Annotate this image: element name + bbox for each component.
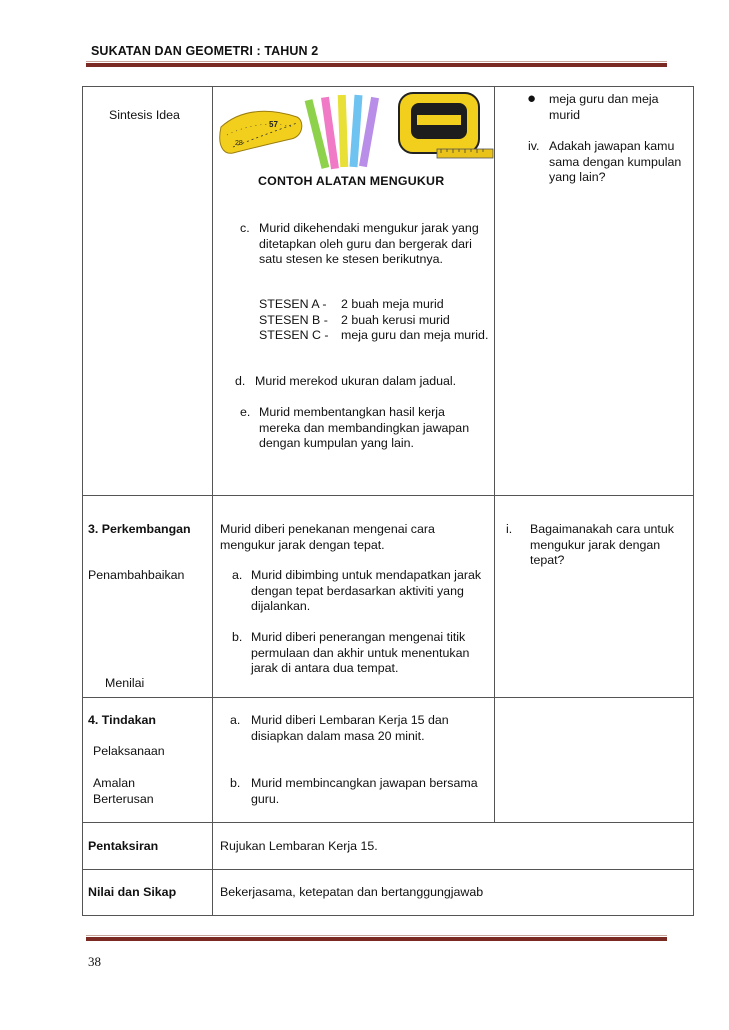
nilai-dan-sikap-text: Bekerjasama, ketepatan dan bertanggungjawab	[220, 885, 484, 899]
lesson-plan-table	[82, 86, 694, 916]
coloured-rulers-icon	[305, 95, 379, 169]
pentaksiran-text: Rujukan Lembaran Kerja 15.	[220, 839, 378, 853]
svg-text:28: 28	[235, 140, 243, 147]
row-tindakan	[83, 698, 694, 823]
bullet-item	[527, 92, 687, 123]
row2-stage-cell	[83, 496, 213, 698]
footer-rule	[86, 935, 667, 941]
row3-questions-cell	[495, 698, 694, 823]
station-list	[259, 297, 489, 344]
row4-label-cell	[83, 823, 213, 870]
row3-item-a-text: Murid diberi Lembaran Kerja 15 dan disiapkan dalam masa 20 minit.	[251, 713, 449, 743]
row2-item-b-marker: b.	[232, 630, 243, 644]
station-c	[259, 328, 489, 344]
svg-text:57: 57	[269, 120, 278, 129]
row2-item-b	[232, 630, 492, 677]
stage-sub-penambahbaikan: Penambahbaikan	[88, 568, 185, 582]
station-a	[259, 297, 489, 313]
row3-stage-cell	[83, 698, 213, 823]
stage-sub-berterusan: Berterusan	[93, 792, 154, 806]
question-i	[506, 522, 691, 569]
station-c-desc: meja guru dan meja murid.	[341, 328, 489, 342]
row3-item-a-marker: a.	[230, 713, 241, 727]
stage-sub-amalan: Amalan	[93, 776, 136, 790]
activity-item-d	[235, 374, 490, 390]
row3-item-a	[230, 713, 480, 744]
row2-questions-cell	[495, 496, 694, 698]
row-perkembangan	[83, 496, 694, 698]
row2-item-a-text: Murid dibimbing untuk mendapatkan jarak dengan tepat berdasarkan aktiviti yang dijalankan.	[251, 568, 482, 613]
item-e-text: Murid membentangkan hasil kerja mereka dan membandingkan jawapan dengan kumpulan yang lain.	[259, 405, 470, 450]
row2-intro: Murid diberi penekanan mengenai cara mengukur jarak dengan tepat.	[220, 522, 435, 552]
page-number: 38	[88, 954, 101, 969]
item-c-marker: c.	[240, 221, 250, 235]
row1-questions-cell	[495, 87, 694, 496]
station-b-name: STESEN B -	[259, 312, 328, 327]
question-i-text: Bagaimanakah cara untuk mengukur jarak dengan tepat?	[530, 522, 674, 567]
question-iv-text: Adakah jawapan kamu sama dengan kumpulan yang lain?	[549, 139, 682, 184]
tools-caption: CONTOH ALATAN MENGUKUR	[258, 174, 445, 188]
measuring-tools-illustration	[213, 87, 495, 172]
item-d-marker: d.	[235, 374, 246, 388]
row1-activity-cell	[213, 87, 495, 496]
row-sintesis-idea	[83, 87, 694, 496]
row4-text-cell	[213, 823, 694, 870]
stage-label-sintesis-idea: Sintesis Idea	[109, 108, 180, 122]
row5-label-cell	[83, 870, 213, 916]
row2-activity-cell	[213, 496, 495, 698]
row3-item-b	[230, 776, 480, 807]
bullet-text: meja guru dan meja murid	[549, 92, 659, 122]
bullet-dot-icon: ●	[527, 90, 537, 107]
row5-text-cell	[213, 870, 694, 916]
activity-item-e	[240, 405, 480, 452]
activity-item-c	[240, 221, 485, 268]
row-nilai-dan-sikap	[83, 870, 694, 916]
row2-item-b-text: Murid diberi penerangan mengenai titik permulaan dan akhir untuk menentukan jarak di antara dua tempat.	[251, 630, 470, 675]
row3-item-b-marker: b.	[230, 776, 241, 790]
pentaksiran-label: Pentaksiran	[88, 839, 159, 853]
question-iv-marker: iv.	[528, 139, 540, 153]
row2-item-a-marker: a.	[232, 568, 243, 582]
row3-activity-cell	[213, 698, 495, 823]
station-b-desc: 2 buah kerusi murid	[341, 312, 450, 327]
stage-title-perkembangan: 3. Perkembangan	[88, 522, 191, 536]
item-e-marker: e.	[240, 405, 251, 419]
tape-measure-case-icon	[399, 93, 493, 158]
item-d-text: Murid merekod ukuran dalam jadual.	[255, 374, 457, 388]
station-c-name: STESEN C -	[259, 328, 329, 342]
row3-item-b-text: Murid membincangkan jawapan bersama guru.	[251, 776, 478, 806]
row-pentaksiran	[83, 823, 694, 870]
station-b	[259, 313, 489, 329]
question-iv	[528, 139, 688, 186]
nilai-dan-sikap-label: Nilai dan Sikap	[88, 885, 177, 899]
stage-title-tindakan: 4. Tindakan	[88, 713, 156, 727]
station-a-name: STESEN A -	[259, 297, 327, 311]
item-c-text: Murid dikehendaki mengukur jarak yang ditetapkan oleh guru dan bergerak dari satu stesen ke stesen berikutnya.	[259, 221, 479, 266]
stage-sub-pelaksanaan: Pelaksanaan	[93, 744, 165, 758]
station-a-desc: 2 buah meja murid	[341, 297, 444, 311]
row2-item-a	[232, 568, 487, 615]
stage-sub-menilai: Menilai	[105, 676, 145, 690]
page-header-title: SUKATAN DAN GEOMETRI : TAHUN 2	[91, 44, 319, 58]
question-i-marker: i.	[506, 522, 513, 536]
header-rule	[86, 61, 667, 67]
tape-measure-ribbon-icon	[220, 111, 302, 153]
row1-stage-cell	[83, 87, 213, 496]
